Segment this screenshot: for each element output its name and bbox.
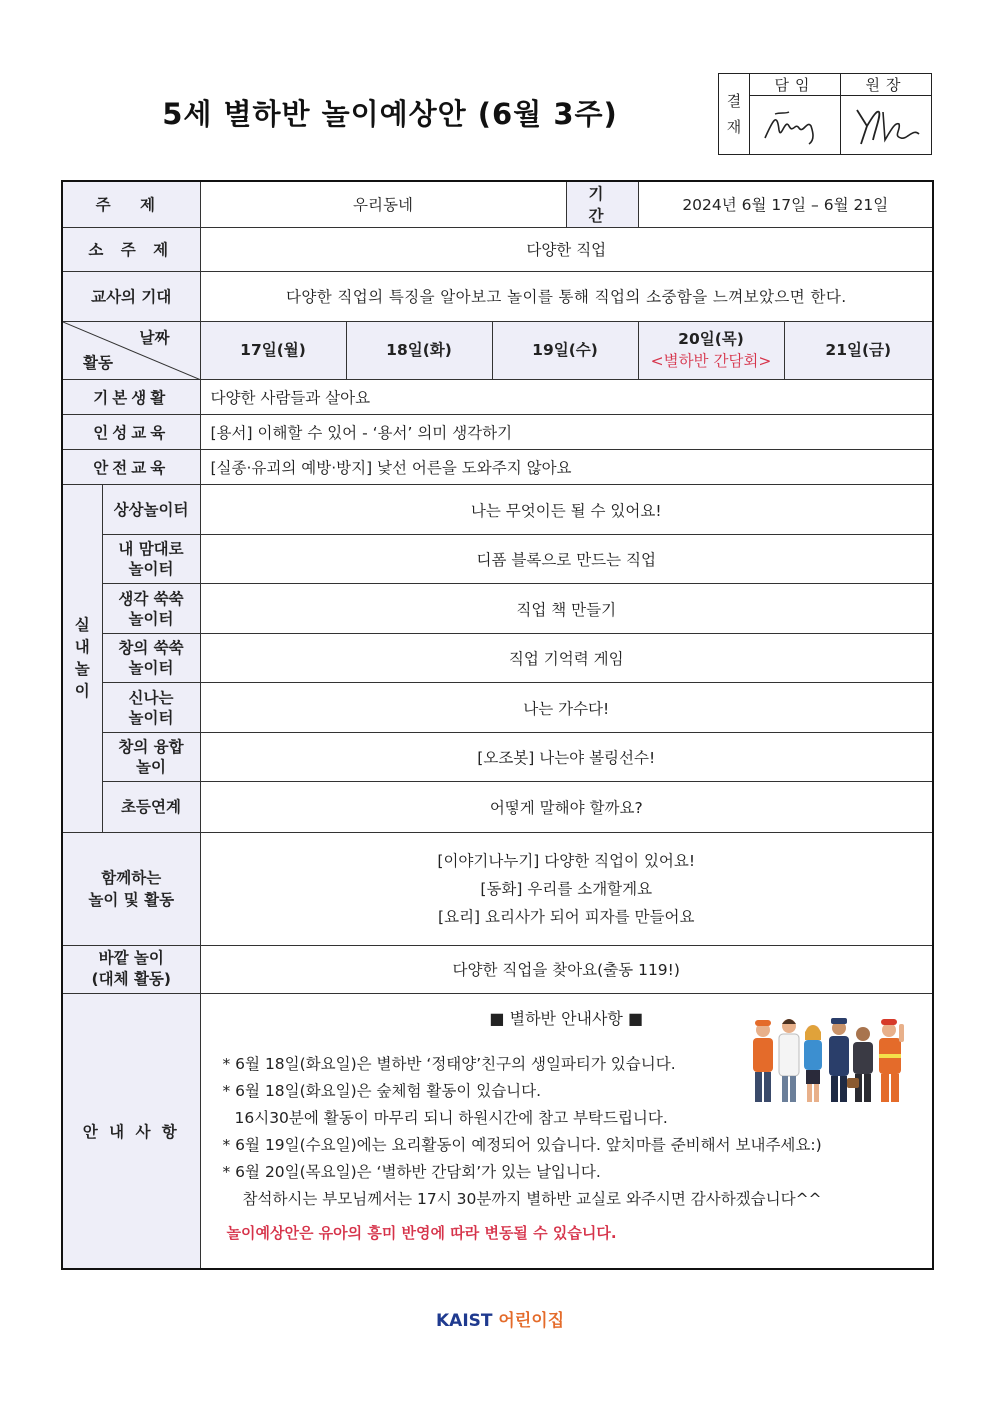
approval-label-text: 결재	[726, 92, 742, 136]
approval-teacher-header: 담임	[750, 74, 841, 96]
outdoor-label	[62, 945, 200, 993]
together-label	[62, 832, 200, 945]
period-value: 2024년 6월 17일 – 6월 21일	[638, 181, 933, 227]
topic-value: 우리동네	[200, 181, 566, 227]
indoor-content: 직업 책 만들기	[200, 584, 933, 634]
header-date: 날짜	[139, 328, 170, 347]
indoor-name	[102, 733, 200, 782]
indoor-name	[102, 634, 200, 683]
together-item: [이야기나누기] 다양한 직업이 있어요!	[437, 851, 696, 870]
indoor-content: 직업 기억력 게임	[200, 634, 933, 683]
teacher-signature-icon	[755, 100, 835, 150]
approval-box	[718, 73, 932, 155]
notice-line: * 6월 18일(화요일)은 숲체험 활동이 있습니다.	[222, 1081, 542, 1100]
indoor-content: 디폼 블록으로 만드는 직업	[200, 535, 933, 584]
indoor-name-line: 놀이터	[128, 560, 174, 579]
notice-warning: 놀이예상안은 유아의 흥미 반영에 따라 변동될 수 있습니다.	[226, 1223, 617, 1242]
director-signature	[841, 96, 932, 155]
indoor-label-char: 실	[74, 616, 90, 635]
indoor-name: 상상놀이터	[102, 485, 200, 535]
notice-heading: ■ 별하반 안내사항 ■	[489, 1008, 644, 1028]
day-tue: 18일(화)	[346, 321, 492, 379]
period-label: 기 간	[566, 181, 638, 227]
indoor-label-char: 이	[74, 682, 90, 701]
basic-value: 다양한 사람들과 살아요	[200, 379, 933, 414]
logo-daycare: 어린이집	[498, 1311, 565, 1331]
day-thu	[638, 321, 784, 379]
outdoor-label-line: 바깥 놀이	[98, 949, 164, 968]
subtopic-label: 소 주 제	[62, 227, 200, 271]
together-content	[200, 832, 933, 945]
indoor-name-line: 창의 융합	[118, 738, 184, 757]
indoor-name-line: 창의 쑥쑥	[118, 639, 184, 658]
indoor-content: 나는 가수다!	[200, 683, 933, 733]
plan-table	[61, 180, 934, 1270]
notice-line: * 6월 19일(수요일)에는 요리활동이 예정되어 있습니다. 앞치마를 준비해서 보내주세요:)	[222, 1135, 822, 1154]
indoor-name	[102, 535, 200, 584]
character-value: [용서] 이해할 수 있어 - ‘용서’ 의미 생각하기	[200, 414, 933, 449]
together-label-line: 놀이 및 활동	[88, 890, 175, 909]
subtopic-value: 다양한 직업	[200, 227, 933, 271]
indoor-label-char: 놀	[74, 660, 90, 679]
expectation-value: 다양한 직업의 특징을 알아보고 놀이를 통해 직업의 소중함을 느껴보았으면 한다.	[200, 271, 933, 321]
topic-label: 주 제	[62, 181, 200, 227]
indoor-name-line: 놀이터	[128, 708, 174, 727]
together-item: [요리] 요리사가 되어 피자를 만들어요	[438, 907, 695, 926]
date-activity-header	[62, 321, 200, 379]
character-label: 인성교육	[62, 414, 200, 449]
basic-label: 기본생활	[62, 379, 200, 414]
day-fri: 21일(금)	[784, 321, 933, 379]
indoor-name-line: 놀이터	[128, 659, 174, 678]
teacher-signature	[750, 96, 841, 155]
workers-illustration-icon	[749, 1010, 909, 1110]
indoor-content: 나는 무엇이든 될 수 있어요!	[200, 485, 933, 535]
indoor-name-line: 신나는	[128, 688, 174, 707]
together-label-line: 함께하는	[101, 868, 162, 887]
outdoor-value: 다양한 직업을 찾아요(출동 119!)	[200, 945, 933, 993]
notice-line: * 6월 18일(화요일)은 별하반 ‘정태양’친구의 생일파티가 있습니다.	[222, 1054, 676, 1073]
day-thu-label: 20일(목)	[678, 330, 744, 349]
expectation-label: 교사의 기대	[62, 271, 200, 321]
indoor-name	[102, 683, 200, 733]
indoor-label-char: 내	[74, 638, 90, 657]
indoor-name-line: 내 맘대로	[118, 540, 184, 559]
indoor-content: [오조봇] 나는야 볼링선수!	[200, 733, 933, 782]
day-mon: 17일(월)	[200, 321, 346, 379]
indoor-name-line: 놀이터	[128, 609, 174, 628]
notice-content	[200, 993, 933, 1269]
notice-line: 16시30분에 활동이 마무리 되니 하원시간에 참고 부탁드립니다.	[234, 1108, 668, 1127]
notice-line: * 6월 20일(목요일)은 ‘별하반 간담회’가 있는 날입니다.	[222, 1162, 601, 1181]
kaist-daycare-logo	[436, 1306, 564, 1331]
indoor-name	[102, 584, 200, 634]
indoor-content: 어떻게 말해야 할까요?	[200, 782, 933, 832]
notice-line: 참석하시는 부모님께서는 17시 30분까지 별하반 교실로 와주시면 감사하겠습니다^^	[242, 1189, 822, 1208]
indoor-name: 초등연계	[102, 782, 200, 832]
together-item: [동화] 우리를 소개할게요	[480, 879, 653, 898]
approval-label	[719, 74, 750, 155]
safety-label: 안전교육	[62, 449, 200, 484]
header-activity: 활동	[83, 353, 113, 372]
logo-kaist: KAIST	[436, 1311, 493, 1331]
indoor-name-line: 생각 쑥쑥	[118, 589, 184, 608]
day-wed: 19일(수)	[492, 321, 638, 379]
outdoor-label-line: (대체 활동)	[91, 970, 171, 989]
day-thu-note: <별하반 간담회>	[650, 352, 772, 371]
notice-label: 안 내 사 항	[62, 993, 200, 1269]
safety-value: [실종·유괴의 예방·방지] 낯선 어른을 도와주지 않아요	[200, 449, 933, 484]
indoor-name-line: 놀이	[136, 758, 166, 777]
page-title: 5세 별하반 놀이예상안 (6월 3주)	[162, 97, 618, 131]
indoor-label	[62, 485, 102, 833]
approval-director-header: 원장	[841, 74, 932, 96]
director-signature-icon	[843, 100, 929, 150]
